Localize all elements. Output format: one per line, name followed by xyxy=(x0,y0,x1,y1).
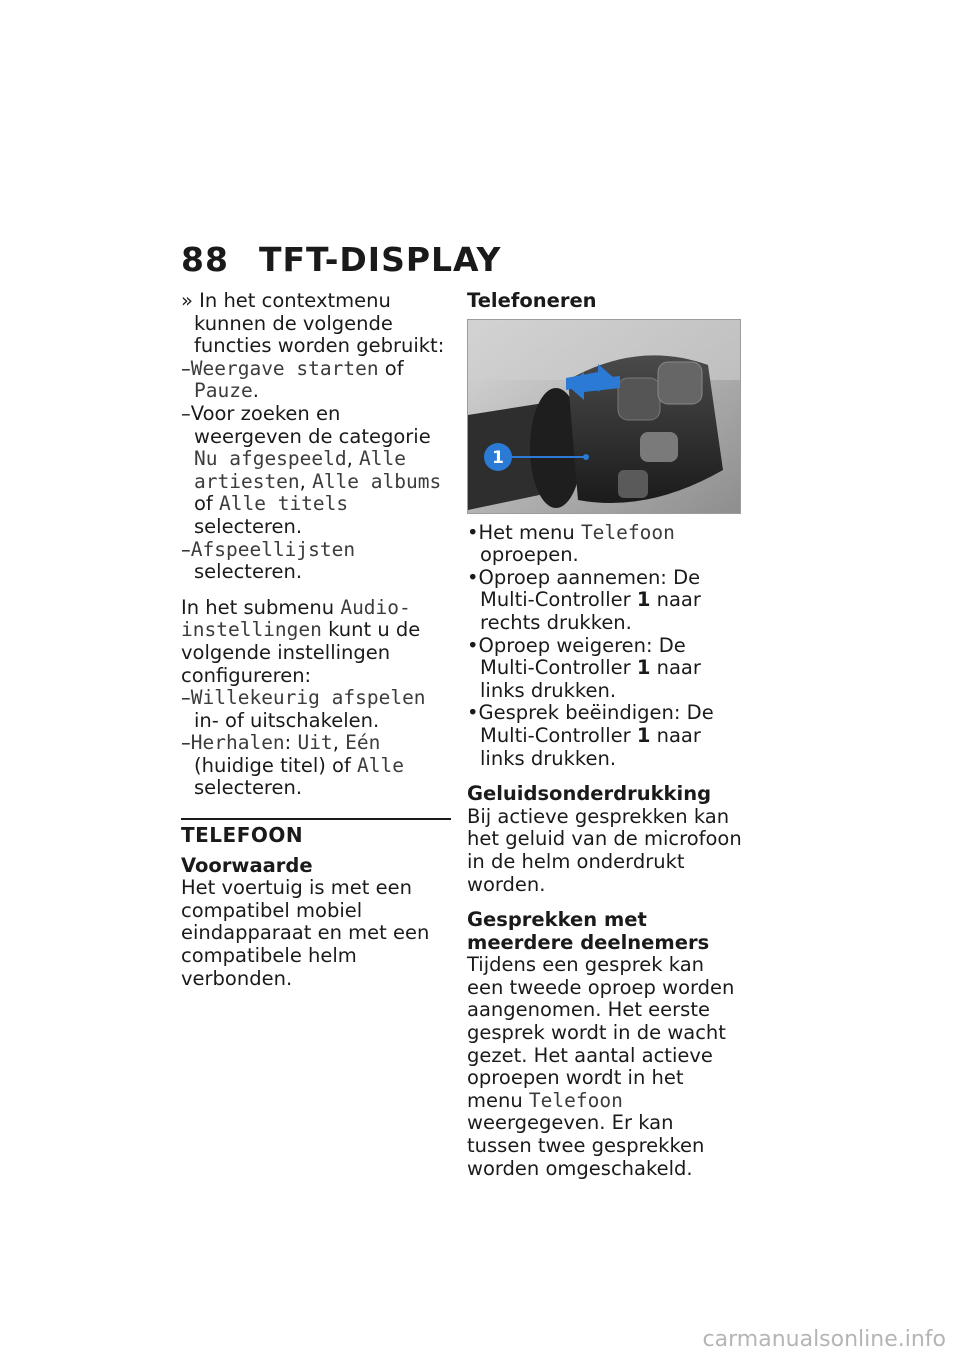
subsection-title: Telefoneren xyxy=(467,289,597,312)
instruction-arrow-icon: » xyxy=(181,289,193,312)
list-item: •Oproep weigeren: De Multi-Controller 1 naar links drukken. xyxy=(467,633,701,702)
list-item: •Het menu Telefoon oproepen. xyxy=(467,520,675,567)
list-item: –Herhalen: Uit, Eén (huidige titel) of Alle selecteren. xyxy=(181,731,405,800)
list-item: –Voor zoeken en weergeven de categorie Nu afgespeeld, Alle artiesten, Alle albums of Alle titels selecteren. xyxy=(181,401,442,538)
section-title: TELEFOON xyxy=(181,823,304,848)
handlebar-illustration xyxy=(468,320,740,513)
prerequisite-text: Het voertuig is met een compatibel mobiel eindapparaat en met een compatibele helm verbonden. xyxy=(181,876,430,990)
page-number: 88 xyxy=(181,240,229,279)
multi-call-text: Tijdens een gesprek kan een tweede oproep worden aangenomen. Het eerste gesprek wordt in de wacht gezet. Het aantal actieve oproepen wordt in het menu Telefoon weergegeven. Er kan tussen twee gesprekken worden omgeschakeld. xyxy=(467,953,735,1180)
list-item: –Weergave starten of Pauze. xyxy=(181,356,404,403)
page-title: TFT-DISPLAY xyxy=(259,240,502,279)
list-item: –Afspeellijsten selecteren. xyxy=(181,537,356,584)
list-item: –Willekeurig afspelen in- of uitschakelen. xyxy=(181,686,426,732)
list-item: •Oproep aannemen: De Multi-Controller 1 naar rechts drukken. xyxy=(467,565,701,634)
prerequisite-title: Voorwaarde xyxy=(181,853,313,877)
multi-controller-photo xyxy=(467,319,741,514)
page-header xyxy=(181,240,501,279)
list-item: •Gesprek beëindigen: De Multi-Controller 1 naar links drukken. xyxy=(467,701,714,770)
noise-suppression-title: Geluidsonderdrukking xyxy=(467,782,712,806)
noise-suppression-text: Bij actieve gesprekken kan het geluid van de microfoon in de helm onderdrukt worden. xyxy=(467,804,742,896)
left-column xyxy=(181,290,451,990)
multi-call-title: Gesprekken met meerdere deelnemers xyxy=(467,908,710,954)
watermark: carmanualsonline.info xyxy=(702,1327,946,1352)
right-column xyxy=(467,290,742,1180)
callout-number: 1 xyxy=(492,447,504,468)
section-divider xyxy=(181,818,451,847)
submenu-text: In het submenu Audio-instellingen kunt u de volgende instellingen configureren: xyxy=(181,595,421,687)
intro-instruction: » In het contextmenu kunnen de volgende functies worden gebruikt: xyxy=(181,289,445,358)
